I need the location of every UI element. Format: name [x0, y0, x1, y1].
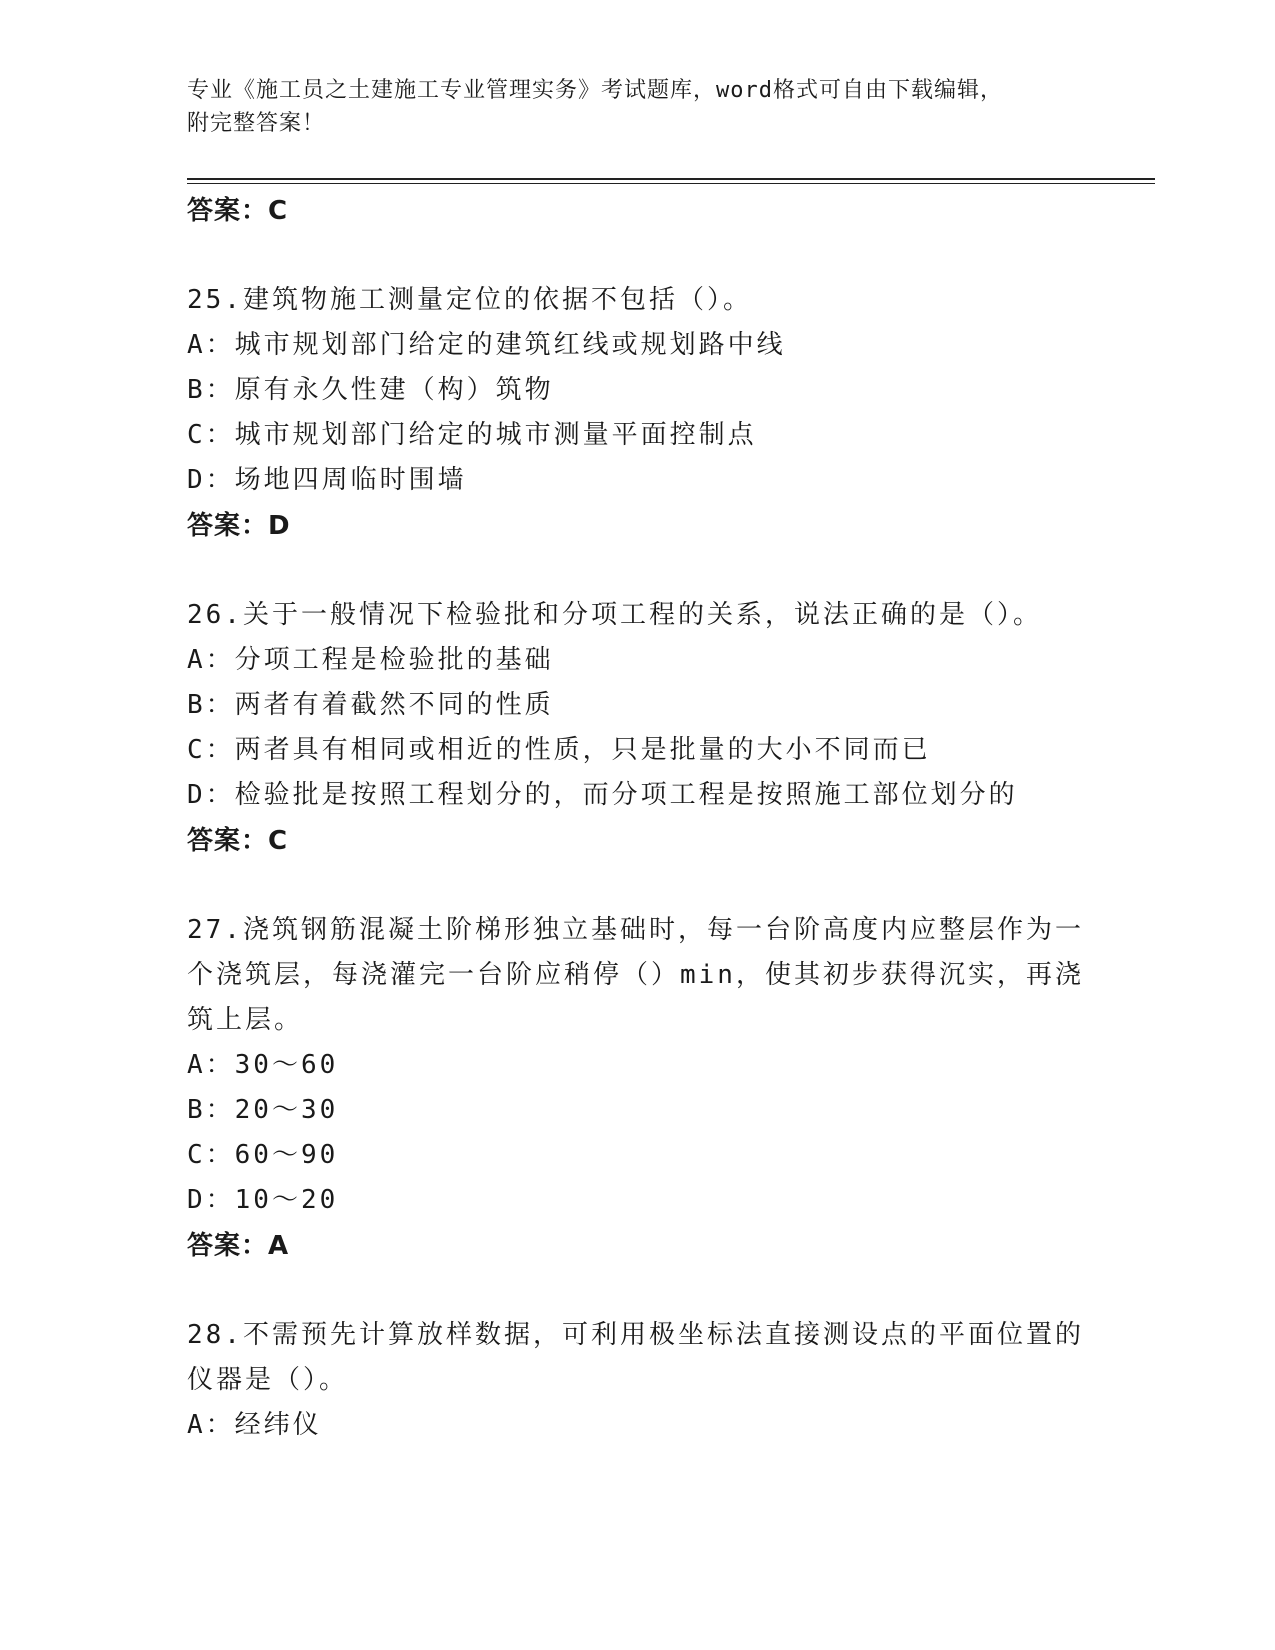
- question-28-stem-line-2: 仪器是（）。: [187, 1365, 349, 1395]
- question-26-option-d: D：检验批是按照工程划分的，而分项工程是按照施工部位划分的: [187, 780, 1018, 810]
- question-27-stem-line-2: 个浇筑层，每浇灌完一台阶应稍停（）min，使其初步获得沉实，再浇: [187, 960, 1084, 990]
- header-divider-thick: [187, 178, 1155, 180]
- document-header: [187, 74, 1087, 140]
- question-25-option-b: B：原有永久性建（构）筑物: [187, 375, 554, 405]
- question-27-answer: 答案：A: [187, 1231, 290, 1261]
- question-26-option-b: B：两者有着截然不同的性质: [187, 690, 554, 720]
- header-line-2: 附完整答案！: [187, 111, 326, 136]
- question-28-stem-line-1: 28.不需预先计算放样数据，可利用极坐标法直接测设点的平面位置的: [187, 1320, 1084, 1350]
- header-divider-thin: [187, 183, 1155, 184]
- question-26-stem: 26.关于一般情况下检验批和分项工程的关系，说法正确的是（）。: [187, 600, 1042, 630]
- question-25-option-a: A：城市规划部门给定的建筑红线或规划路中线: [187, 330, 786, 360]
- question-27-option-b: B：20～30: [187, 1095, 339, 1125]
- question-27-stem-line-1: 27.浇筑钢筋混凝土阶梯形独立基础时，每一台阶高度内应整层作为一: [187, 915, 1084, 945]
- header-line-1: 专业《施工员之土建施工专业管理实务》考试题库，word格式可自由下载编辑，: [187, 78, 1003, 103]
- question-25-option-c: C：城市规划部门给定的城市测量平面控制点: [187, 420, 757, 450]
- question-27-stem-line-3: 筑上层。: [187, 1005, 304, 1035]
- question-25-answer: 答案：D: [187, 511, 291, 541]
- question-27-option-d: D：10～20: [187, 1185, 339, 1215]
- question-25-stem: 25.建筑物施工测量定位的依据不包括（）。: [187, 285, 752, 315]
- question-27-option-c: C：60～90: [187, 1140, 339, 1170]
- question-26-answer: 答案：C: [187, 826, 289, 856]
- question-26-option-c: C：两者具有相同或相近的性质，只是批量的大小不同而已: [187, 735, 931, 765]
- question-25-option-d: D：场地四周临时围墙: [187, 465, 467, 495]
- previous-answer: 答案：C: [187, 196, 289, 226]
- question-28-option-a: A：经纬仪: [187, 1410, 322, 1440]
- question-27-option-a: A：30～60: [187, 1050, 339, 1080]
- question-26-option-a: A：分项工程是检验批的基础: [187, 645, 554, 675]
